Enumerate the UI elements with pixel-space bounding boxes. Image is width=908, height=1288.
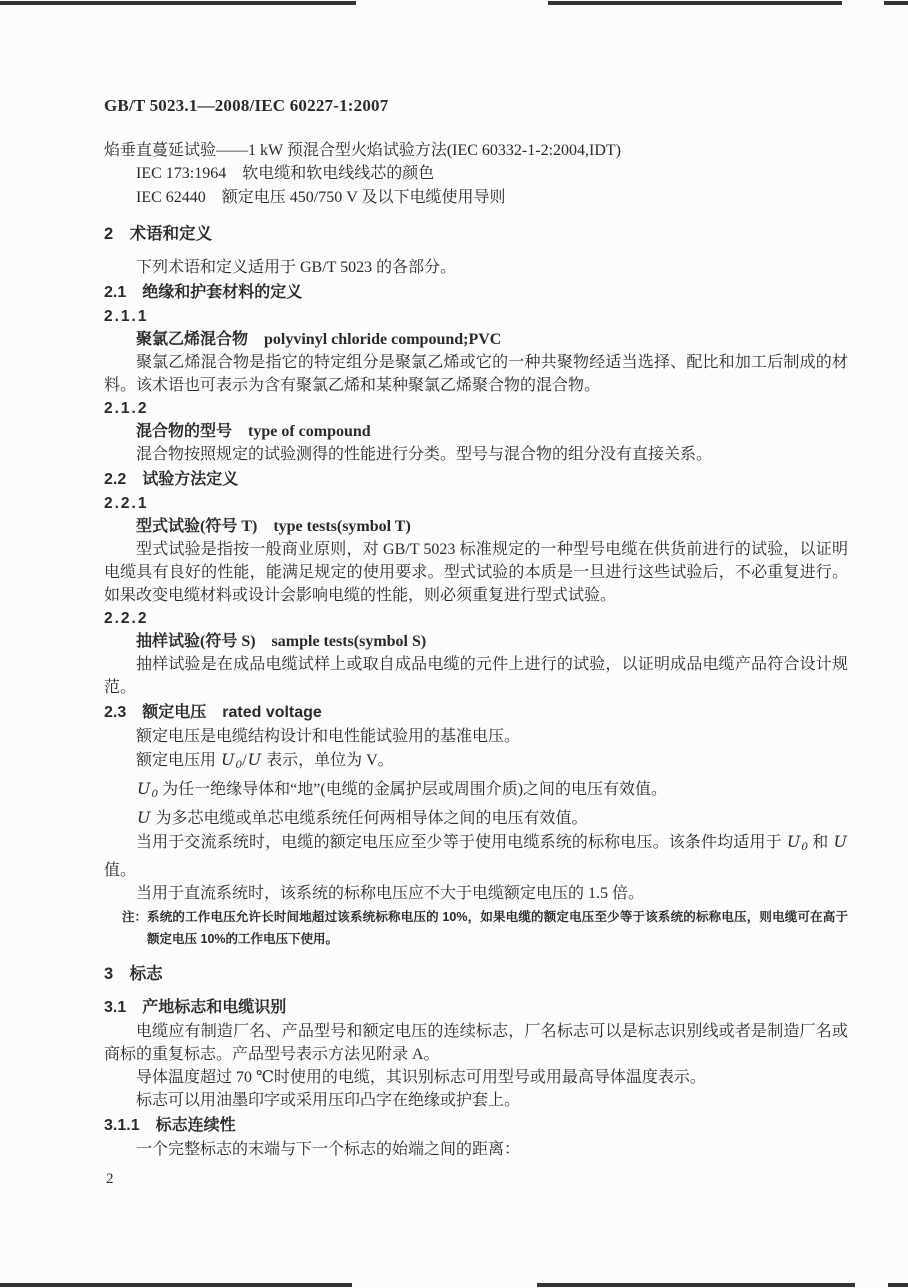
scan-edge-artifact	[548, 1, 842, 5]
page-content	[104, 96, 848, 1161]
scan-bars-bottom	[0, 1282, 908, 1287]
scan-edge-artifact	[0, 1, 356, 5]
clause-number-2-2-1: 2.2.1	[104, 495, 149, 512]
section-2-1-heading: 2.1 绝缘和护套材料的定义	[104, 284, 303, 301]
ref-continuation: 焰垂直蔓延试验——1 kW 预混合型火焰试验方法(IEC 60332-1-2:2004,IDT)	[104, 142, 622, 159]
clause-number-2-1-1: 2.1.1	[104, 308, 149, 325]
ref-iec-62440: IEC 62440 额定电压 450/750 V 及以下电缆使用导则	[136, 189, 506, 206]
paragraph: 额定电压是电缆结构设计和电性能试验用的基准电压。	[136, 728, 521, 745]
clause-number-2-1-2: 2.1.2	[104, 400, 149, 417]
term-type-tests: 型式试验(符号 T) type tests(symbol T)	[136, 518, 411, 535]
scan-edge-artifact	[0, 1283, 352, 1287]
scan-edge-artifact	[888, 1283, 908, 1287]
paragraph: 下列术语和定义适用于 GB/T 5023 的各部分。	[136, 259, 457, 276]
paragraph: 抽样试验是在成品电缆试样上或取自成品电缆的元件上进行的试验，以证明成品电缆产品符合设计规范。	[104, 656, 848, 696]
section-3-1-heading: 3.1 产地标志和电缆识别	[104, 999, 287, 1016]
term-sample-tests: 抽样试验(符号 S) sample tests(symbol S)	[136, 633, 427, 650]
paragraph: 标志可以用油墨印字或采用压印凸字在绝缘或护套上。	[136, 1092, 521, 1109]
paragraph: 一个完整标志的末端与下一个标志的始端之间的距离：	[136, 1141, 521, 1158]
note	[104, 907, 848, 950]
note-label: 注：	[122, 910, 148, 924]
note-text: 系统的工作电压允许长时间地超过该系统标称电压的 10%，如果电缆的额定电压至少等于该系统的标称电压，则电缆可在高于额定电压 10%的工作电压下使用。	[147, 910, 848, 946]
paragraph-u0-u-notation: 额定电压用 U0/U 表示，单位为 V。	[136, 750, 394, 771]
scan-bars-top	[0, 0, 908, 5]
paragraph-u0-definition: U0 为任一绝缘导体和“地”(电缆的金属护层或周围介质)之间的电压有效值。	[137, 779, 668, 800]
standard-code: GB/T 5023.1—2008/IEC 60227-1:2007	[104, 96, 389, 115]
paragraph: 导体温度超过 70 ℃时使用的电缆，其识别标志可用型号或用最高导体温度表示。	[136, 1069, 706, 1086]
clause-number-2-2-2: 2.2.2	[104, 610, 149, 627]
paragraph-u-definition: U 为多芯电缆或单芯电缆系统任何两相导体之间的电压有效值。	[137, 808, 588, 827]
section-2-2-heading: 2.2 试验方法定义	[104, 471, 239, 488]
paragraph: 聚氯乙烯混合物是指它的特定组分是聚氯乙烯或它的一种共聚物经适当选择、配比和加工后制成的材料。该术语也可表示为含有聚氯乙烯和某种聚氯乙烯聚合物的混合物。	[104, 354, 848, 394]
section-3-1-1-heading: 3.1.1 标志连续性	[104, 1117, 236, 1134]
ref-iec-173: IEC 173:1964 软电缆和软电线线芯的颜色	[136, 165, 435, 182]
term-type-of-compound: 混合物的型号 type of compound	[136, 423, 371, 440]
paragraph-ac-system: 当用于交流系统时，电缆的额定电压应至少等于使用电缆系统的标称电压。该条件均适用于 U0 和 U 值。	[104, 832, 847, 879]
document-body	[104, 139, 848, 1161]
scan-edge-artifact	[884, 1, 908, 5]
term-pvc: 聚氯乙烯混合物 polyvinyl chloride compound;PVC	[136, 331, 502, 348]
paragraph: 电缆应有制造厂名、产品型号和额定电压的连续标志，厂名标志可以是标志识别线或者是制造厂名或商标的重复标志。产品型号表示方法见附录 A。	[104, 1023, 848, 1063]
paragraph: 混合物按照规定的试验测得的性能进行分类。型号与混合物的组分没有直接关系。	[136, 446, 713, 463]
page-number: 2	[106, 1171, 114, 1187]
paragraph-dc-system: 当用于直流系统时，该系统的标称电压应不大于电缆额定电压的 1.5 倍。	[136, 885, 645, 902]
scan-edge-artifact	[537, 1283, 855, 1287]
section-3-heading: 3 标志	[104, 965, 163, 983]
section-2-3-heading: 2.3 额定电压 rated voltage	[104, 704, 322, 721]
paragraph: 型式试验是指按一般商业原则，对 GB/T 5023 标准规定的一种型号电缆在供货前进行的试验，以证明电缆具有良好的性能，能满足规定的使用要求。型式试验的本质是一旦进行这些试验后，不必重复进行。如果改变电缆材料或设计会影响电缆的性能，则必须重复进行型式试验。	[104, 541, 848, 604]
section-2-heading: 2 术语和定义	[104, 225, 213, 243]
